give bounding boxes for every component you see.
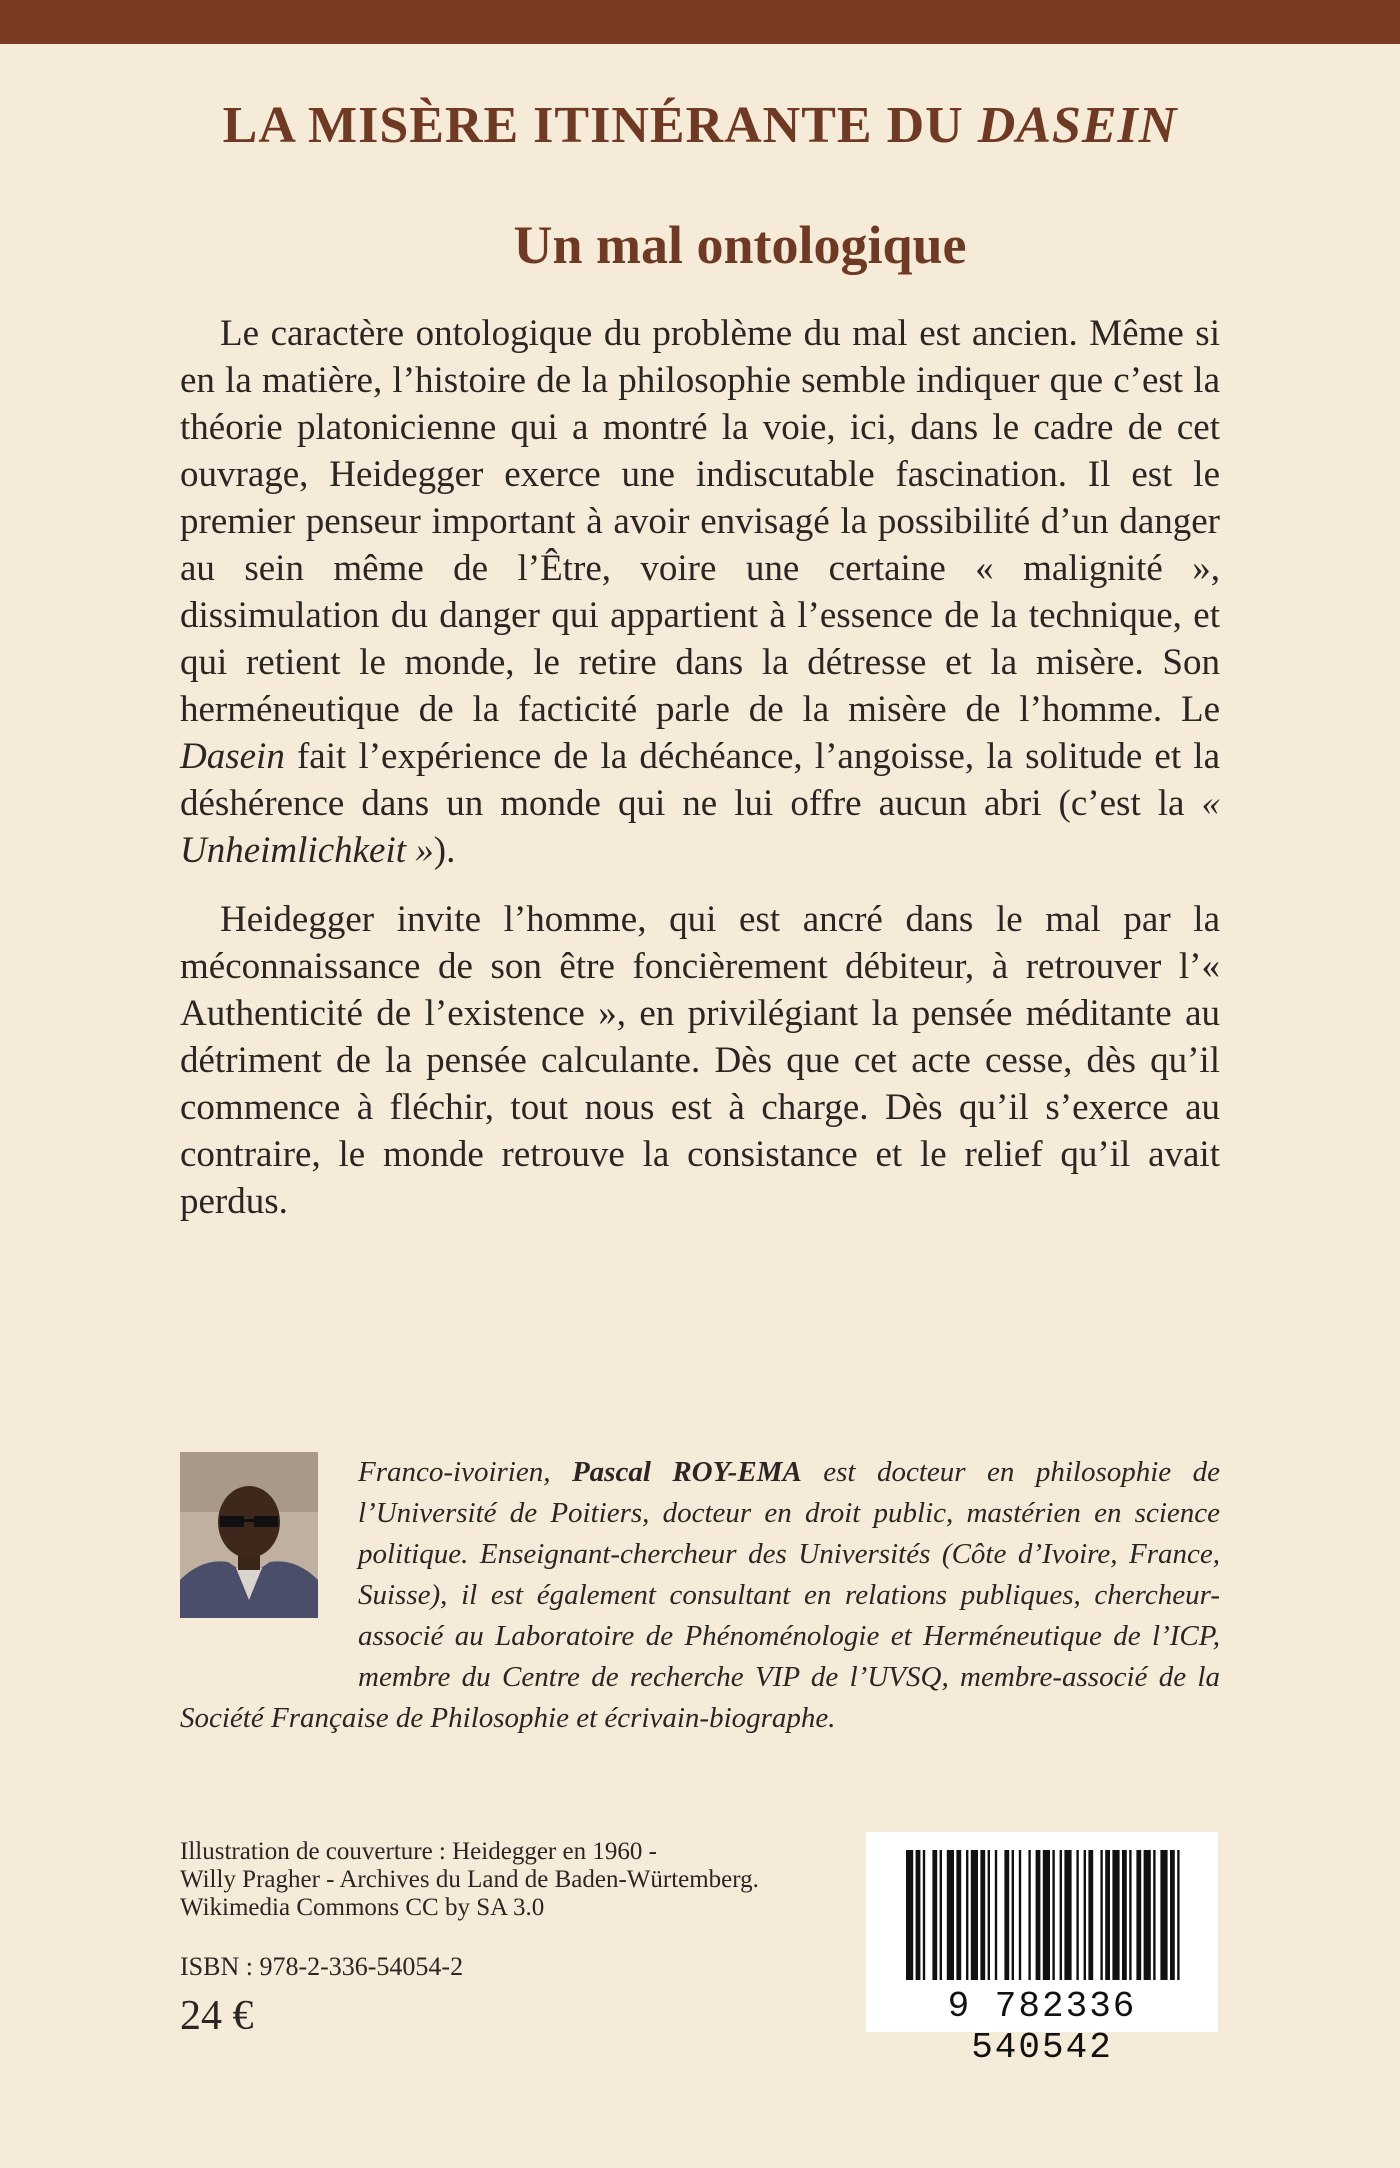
- barcode-bar: [1084, 1850, 1086, 1980]
- bio-photo-spacer: [180, 1452, 358, 1660]
- barcode-bar: [1177, 1850, 1179, 1980]
- back-cover-blurb: [180, 310, 1220, 1225]
- credit-line-3: Wikimedia Commons CC by SA 3.0: [180, 1894, 545, 1921]
- barcode-bar: [980, 1850, 985, 1980]
- bio-rest: est docteur en philosophie de l’Université de Poitiers, docteur en droit public, mastérien en science politique. Enseignant-chercheur des Universités (Côte d’Ivoire, France, Suisse), il est également consultant en relations publiques, chercheur-associé au Laboratoire de Phénoménologie et Herméneutique de l’ICP, membre du Centre de recherche VIP de l’UVSQ, membre-associé de la Société Française de Philosophie et écrivain-biographe.: [180, 1456, 1220, 1734]
- barcode-bar: [932, 1850, 937, 1980]
- barcode-bar: [1129, 1850, 1131, 1980]
- barcode-digits: 9 782336 540542: [947, 1986, 1137, 2068]
- barcode-bar: [923, 1850, 925, 1980]
- price: 24 €: [180, 1993, 254, 2039]
- blurb-p1-term: « Unheimlichkeit »: [180, 783, 1220, 871]
- barcode-bar: [1064, 1850, 1071, 1980]
- barcode: [866, 1832, 1218, 2068]
- barcode-bar: [1122, 1850, 1127, 1980]
- barcode-bar: [1052, 1850, 1054, 1980]
- barcode-bar: [1060, 1850, 1062, 1980]
- barcode-bar: [1012, 1850, 1014, 1980]
- blurb-p1-dasein: Dasein: [180, 736, 285, 777]
- barcode-bar: [1144, 1850, 1151, 1980]
- barcode-bar: [995, 1850, 997, 1980]
- credit-line-2: Willy Pragher - Archives du Land de Baden-Würtemberg.: [180, 1866, 759, 1893]
- barcode-bar: [1100, 1850, 1102, 1980]
- book-title-dasein: DASEIN: [977, 97, 1178, 154]
- barcode-bar: [906, 1850, 913, 1980]
- barcode-bar: [988, 1850, 990, 1980]
- barcode-bar: [1088, 1850, 1093, 1980]
- author-name: Pascal ROY-EMA: [571, 1456, 802, 1488]
- credit-line-1: Illustration de couverture : Heidegger en 1960 -: [180, 1838, 657, 1865]
- barcode-bar: [956, 1850, 961, 1980]
- top-color-band: [0, 0, 1400, 44]
- barcode-bar: [966, 1850, 968, 1980]
- book-title: [0, 96, 1400, 155]
- barcode-bar: [916, 1850, 921, 1980]
- barcode-bar: [947, 1850, 954, 1980]
- blurb-p1-part-a: Le caractère ontologique du problème du mal est ancien. Même si en la matière, l’histoire de la philosophie semble indiquer que c’est la théorie platonicienne qui a montré la voie, ici, dans le cadre de cet ouvrage, Heidegger exerce une indiscutable fascination. Il est le premier penseur important à avoir envisagé la possibilité d’un danger au sein même de l’Être, voire une certaine « malignité », dissimulation du danger qui appartient à l’essence de la technique, et qui retient le monde, le retire dans la détresse et la misère. Son herméneutique de la facticité parle de la misère de l’homme. Le: [180, 313, 1220, 730]
- barcode-bar: [1136, 1850, 1141, 1980]
- barcode-bar: [971, 1850, 978, 1980]
- bio-prefix: Franco-ivoirien,: [358, 1456, 572, 1488]
- barcode-bar: [1036, 1850, 1041, 1980]
- barcode-bar: [1105, 1850, 1110, 1980]
- barcode-bar: [1028, 1850, 1030, 1980]
- author-bio: [180, 1452, 1220, 1739]
- blurb-paragraph-1: [180, 310, 1220, 874]
- barcode-bar: [940, 1850, 942, 1980]
- book-title-main: LA MISÈRE ITINÉRANTE DU: [222, 97, 978, 154]
- isbn: ISBN : 978-2-336-54054-2: [180, 1952, 464, 1981]
- barcode-bar: [1170, 1850, 1175, 1980]
- barcode-bar: [1153, 1850, 1155, 1980]
- barcode-bar: [1004, 1850, 1009, 1980]
- blurb-p1-part-c: ).: [433, 830, 456, 871]
- barcode-bar: [1076, 1850, 1078, 1980]
- cover-illustration-credit: [180, 1838, 840, 1922]
- barcode-bar: [1019, 1850, 1021, 1980]
- barcode-bar: [1112, 1850, 1119, 1980]
- blurb-p1-part-b: fait l’expérience de la déchéance, l’angoisse, la solitude et la déshérence dans un monde qui ne lui offre aucun abri (c’est la: [180, 736, 1220, 824]
- blurb-paragraph-2: Heidegger invite l’homme, qui est ancré dans le mal par la méconnaissance de son être foncièrement débiteur, à retrouver l’« Authenticité de l’existence », en privilégiant la pensée méditante au détriment de la pensée calculante. Dès que cet acte cesse, dès qu’il commence à fléchir, tout nous est à charge. Dès qu’il s’exerce au contraire, le monde retrouve la consistance et le relief qu’il avait perdus.: [180, 899, 1220, 1222]
- barcode-bar: [1160, 1850, 1167, 1980]
- book-subtitle: Un mal ontologique: [513, 215, 967, 275]
- barcode-bar: [1043, 1850, 1050, 1980]
